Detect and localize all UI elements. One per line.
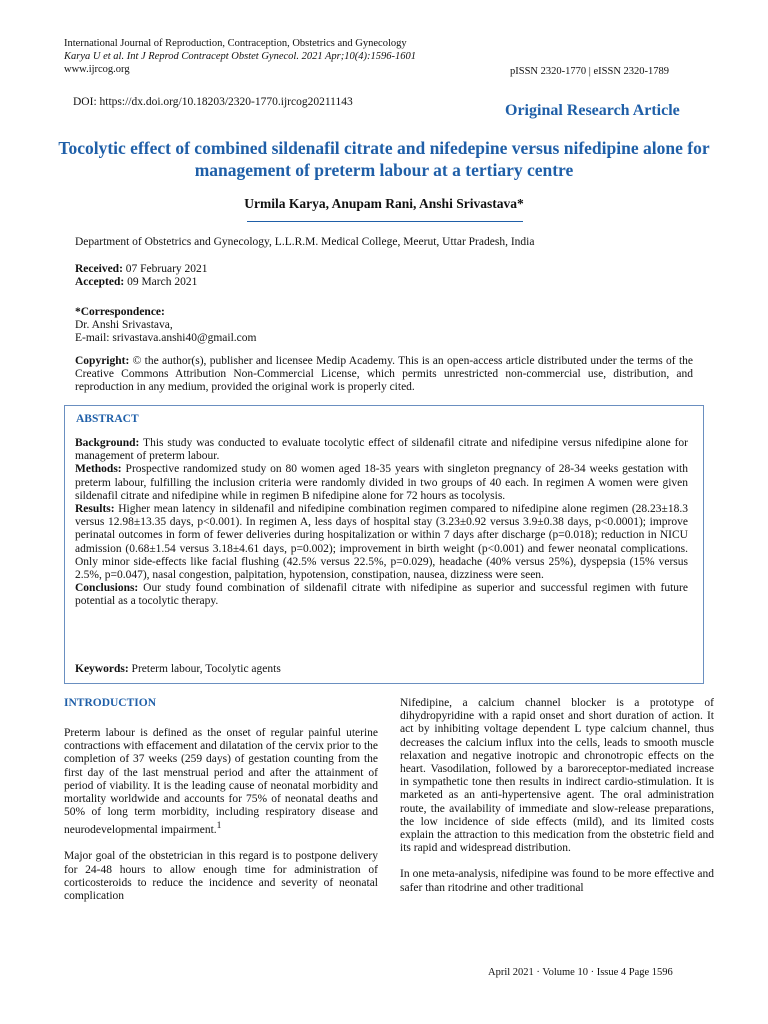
copyright-label: Copyright: <box>75 355 130 367</box>
issn: pISSN 2320-1770 | eISSN 2320-1789 <box>510 66 670 77</box>
abstract-results: Results: Higher mean latency in sildenafil and nifedipine combination regimen compared to nifedipine alone regimen (28.23±18.3 versus 12.98±13.35 days, p<0.001). In regimen A, less days of hospital stay (3.23±0.92 versus 3.9±0.38 days, p<0.0001); improve perinatal outcomes in form of fewer deliveries during hospitalization or within 7 days after discharge (p=0.018); reduction in NICU admission (0.68±1.54 versus 3.18±4.61 days, p=0.002); improvement in birth weight (p<0.001) and fewer neonatal complications. Only minor side-effects like facial flushing (42.5% versus 22.5%, p=0.029), headache (40% versus 25%), dyspepsia (15% versus 2.5%, p=0.047), nasal congestion, palpitation, hypotension, constipation, nausea, dizziness were seen. <box>75 503 688 582</box>
copyright-text: © the author(s), publisher and licensee Medip Academy. This is an open-access article distributed under the terms of the Creative Commons Attribution Non-Commercial License, which permits unrestricted non-commercial use, distribution, and reproduction in any medium, provided the original work is properly cited. <box>75 355 693 394</box>
introduction-heading: INTRODUCTION <box>64 697 157 709</box>
intro-paragraph-4: In one meta-analysis, nifedipine was found to be more effective and safer than ritodrine and other traditional <box>400 868 714 894</box>
correspondence <box>75 306 475 346</box>
intro-paragraph-2: Major goal of the obstetrician in this regard is to postpone delivery for 24-48 hours to allow enough time for administration of corticosteroids to reduce the incidence and severity of neonatal complication <box>64 850 378 903</box>
received-date: 07 February 2021 <box>125 263 208 275</box>
accepted-date: 09 March 2021 <box>127 276 198 289</box>
journal-citation: Karya U et al. Int J Reprod Contracept Obstet Gynecol. 2021 Apr;10(4):1596-1601 <box>64 51 416 62</box>
intro-paragraph-3: Nifedipine, a calcium channel blocker is a prototype of dihydropyridine with a rapid onset and short duration of action. It act by inhibiting voltage dependent L type calcium channel, thus decreases the calcium influx into the cells, leads to smooth muscle relaxation and negative inotropic and chronotropic effects on the heart. Vasodilation, followed by a baroreceptor-mediated increase in sympathetic tone then results in indirect cardio-stimulation. It is marketed as an anti-hypertensive agent. The oral administration route, the availability of immediate and slow-release preparations, the low incidence of side effects (mild), and its limited costs explain the attraction to this medication from the obstetric field and its rapid and widespread distribution. <box>400 697 714 855</box>
correspondence-name: Dr. Anshi Srivastava, <box>75 319 173 332</box>
abstract-body <box>75 437 688 609</box>
title-divider <box>247 221 523 222</box>
accepted-label: Accepted: <box>75 276 125 289</box>
abstract-keywords: Keywords: Preterm labour, Tocolytic agents <box>75 663 281 675</box>
affiliation: Department of Obstetrics and Gynecology, L.L.R.M. Medical College, Meerut, Uttar Pradesh, India <box>75 236 535 248</box>
article-authors: Urmila Karya, Anupam Rani, Anshi Srivastava* <box>244 196 524 211</box>
right-column <box>400 697 714 908</box>
received-line <box>75 263 375 276</box>
page-footer: April 2021 · Volume 10 · Issue 4 Page 1596 <box>488 967 673 978</box>
correspondence-label: *Correspondence: <box>75 306 165 318</box>
abstract-background: Background: This study was conducted to evaluate tocolytic effect of sildenafil citrate and nifedipine versus nifedipine alone for management of preterm labour. <box>75 437 689 463</box>
journal-website[interactable]: www.ijrcog.org <box>64 64 130 75</box>
article-title: Tocolytic effect of combined sildenafil citrate and nifedepine versus nifedipine alone for management of preterm labour at a tertiary centre <box>58 138 710 180</box>
abstract-methods: Methods: Prospective randomized study on 80 women aged 18-35 years with singleton pregnancy of 28-34 weeks gestation with preterm labour, fulfilling the inclusion criteria were randomly divided in two groups of 40 each. In regimen A women were given sildenafil citrate and nifedipine while in regimen B nifedipine alone for 72 hours as tocolysis. <box>75 463 688 502</box>
accepted-line <box>75 276 375 289</box>
reference-marker[interactable]: 1 <box>216 820 222 832</box>
article-dates <box>75 263 375 289</box>
left-column <box>64 727 378 916</box>
abstract-conclusions: Conclusions: Our study found combination of sildenafil citrate with nifedipine as superior and successful regimen with future potential as a tocolytic therapy. <box>75 582 688 608</box>
journal-header <box>64 37 524 76</box>
copyright-notice <box>75 355 693 395</box>
intro-paragraph-1: Preterm labour is defined as the onset of regular painful uterine contractions with effacement and dilatation of the cervix prior to the completion of 37 weeks (259 days) of gestation counting from the first day of the last menstrual period and after the attainment of period of viability. It is the leading cause of neonatal morbidity and mortality worldwide and accounts for 75% of neonatal deaths and 50% of long term morbidity, including respiratory disease and neurodevelopmental impairment.$^1$ <box>64 727 379 837</box>
abstract-heading: ABSTRACT <box>76 413 139 425</box>
doi-link[interactable]: DOI: https://dx.doi.org/10.18203/2320-1770.ijrcog20211143 <box>73 96 353 108</box>
article-type: Original Research Article <box>505 102 680 119</box>
correspondence-email[interactable]: E-mail: srivastava.anshi40@gmail.com <box>75 332 257 345</box>
received-label: Received: <box>75 263 123 275</box>
journal-name: International Journal of Reproduction, Contraception, Obstetrics and Gynecology <box>64 38 407 49</box>
